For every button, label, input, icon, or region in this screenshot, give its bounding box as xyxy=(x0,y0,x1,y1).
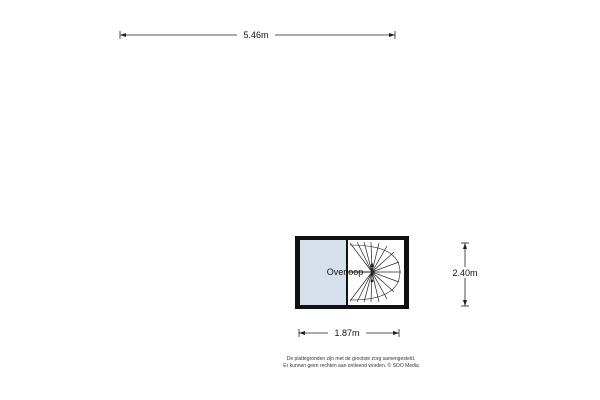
top-dimension-label: 5.46m xyxy=(243,30,269,40)
disclaimer-line-1: De plattegronden zijn met de grootste zorg samengesteld. xyxy=(286,356,416,362)
right-dimension xyxy=(446,243,484,306)
room-label: Overloop xyxy=(326,267,364,277)
bottom-dimension-label: 1.87m xyxy=(334,328,360,338)
top-dimension xyxy=(120,29,395,40)
disclaimer-line-2: Er kunnen geen rechten aan ontleend worden. © SOO Media xyxy=(283,363,419,369)
floor-plan-room xyxy=(295,236,409,309)
bottom-dimension xyxy=(299,327,399,338)
disclaimer xyxy=(283,356,419,369)
right-dimension-label: 2.40m xyxy=(452,268,478,278)
